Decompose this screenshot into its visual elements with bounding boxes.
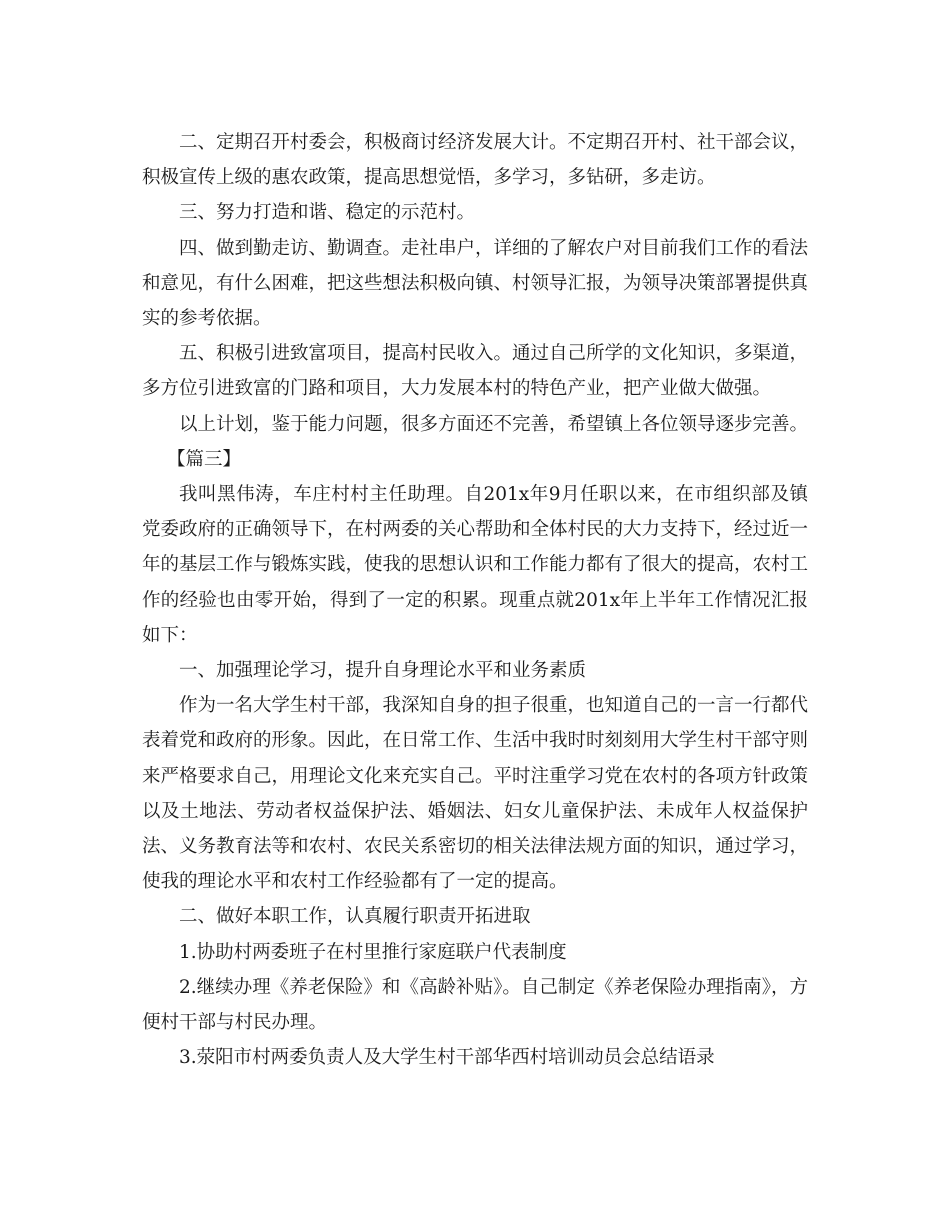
paragraph-study-detail: 作为一名大学生村干部，我深知自身的担子很重，也知道自己的一言一行都代表着党和政府的形象。因此，在日常工作、生活中我时时刻刻用大学生村干部守则来严格要求自己，用理论文化来充实自己。平时注重学习党在农村的各项方针政策以及土地法、劳动者权益保护法、婚姻法、妇女儿童保护法、未成年人权益保护法、义务教育法等和农村、农民关系密切的相关法律法规方面的知识，通过学习，使我的理论水平和农村工作经验都有了一定的提高。 [142, 695, 809, 893]
paragraph-projects: 五、积极引进致富项目，提高村民收入。通过自己所学的文化知识，多渠道，多方位引进致富的门路和项目，大力发展本村的特色产业，把产业做大做强。 [142, 343, 809, 400]
section-heading-part-three: 【篇三】 [166, 448, 241, 470]
paragraph-heading-study: 一、加强理论学习，提升自身理论水平和业务素质 [179, 660, 587, 682]
list-item-pension-insurance: 2.继续办理《养老保险》和《高龄补贴》。自己制定《养老保险办理指南》，方便村干部与村民办理。 [142, 976, 808, 1034]
paragraph-heading-duties: 二、做好本职工作，认真履行职责开拓进取 [179, 906, 531, 928]
paragraph-meeting: 二、定期召开村委会，积极商讨经济发展大计。不定期召开村、社干部会议，积极宣传上级的惠农政策，提高思想觉悟，多学习，多钻研，多走访。 [142, 132, 809, 189]
list-item-training-summary: 3.荥阳市村两委负责人及大学生村干部华西村培训动员会总结语录 [179, 1047, 715, 1069]
paragraph-plan-summary: 以上计划，鉴于能力问题，很多方面还不完善，希望镇上各位领导逐步完善。 [179, 413, 809, 435]
paragraph-visits: 四、做到勤走访、勤调查。走社串户，详细的了解农户对目前我们工作的看法和意见，有什么困难，把这些想法积极向镇、村领导汇报，为领导决策部署提供真实的参考依据。 [142, 237, 809, 330]
paragraph-harmony: 三、努力打造和谐、稳定的示范村。 [179, 202, 476, 224]
list-item-household-representative: 1.协助村两委班子在村里推行家庭联户代表制度 [179, 941, 567, 963]
document-body [142, 125, 808, 1075]
paragraph-introduction: 我叫黑伟涛，车庄村村主任助理。自201x年9月任职以来，在市组织部及镇党委政府的正确领导下，在村两委的关心帮助和全体村民的大力支持下，经过近一年的基层工作与锻炼实践，使我的思想认识和工作能力都有了很大的提高，农村工作的经验也由零开始，得到了一定的积累。现重点就201x年上半年工作情况汇报如下： [142, 484, 809, 646]
